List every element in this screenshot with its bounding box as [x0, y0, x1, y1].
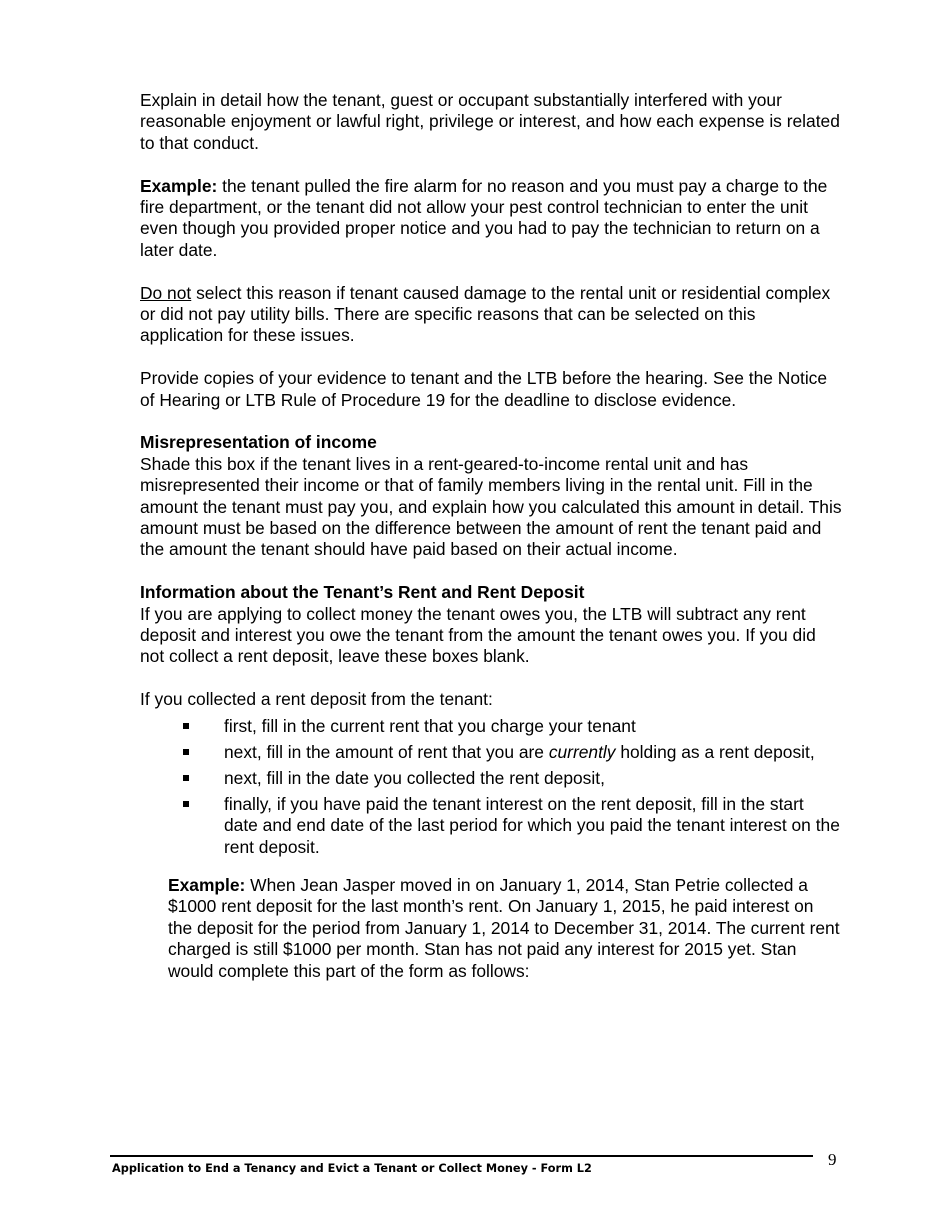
paragraph-explain: Explain in detail how the tenant, guest or occupant substantially interfered with your reasonable enjoyment or lawful right, privilege or interest, and how each expense is related to that conduct.: [140, 90, 840, 153]
footer-divider: [110, 1155, 813, 1157]
do-not-label: Do not: [140, 282, 192, 303]
paragraph-rent-deposit: If you are applying to collect money the tenant owes you, the LTB will subtract any rent deposit and interest you owe the tenant from the amount the tenant owes you. If you did not collect a rent deposit, leave these boxes blank.: [140, 603, 816, 667]
paragraph-misrepresentation: Shade this box if the tenant lives in a rent-geared-to-income rental unit and has misrepresented their income or that of family members living in the rental unit. Fill in the amount the tenant must pay you, and explain how you calculated this amount in detail. This amount must be based on the difference between the amount of rent the tenant paid and the amount the tenant should have paid based on their actual income.: [140, 453, 842, 560]
example-label: Example:: [168, 874, 246, 895]
list-item-text: next, fill in the amount of rent that you are: [224, 741, 549, 762]
paragraph-do-not: [140, 283, 842, 347]
page-body: [140, 90, 842, 982]
list-item-text: holding as a rent deposit,: [615, 741, 815, 762]
list-item-text: next, fill in the date you collected the rent deposit,: [224, 767, 605, 788]
list-item-italic: currently: [548, 741, 616, 762]
list-item: [140, 742, 842, 763]
footer-title: Application to End a Tenancy and Evict a Tenant or Collect Money - Form L2: [112, 1162, 592, 1175]
do-not-text: select this reason if tenant caused damage to the rental unit or residential complex or did not pay utility bills. There are specific reasons that can be selected on this application for these issues.: [140, 282, 831, 346]
bullet-marker: [183, 775, 189, 781]
paragraph-example-jean-jasper: [168, 875, 842, 982]
bullet-marker: [183, 801, 189, 807]
list-item: [140, 794, 842, 858]
paragraph-example-fire-alarm: [140, 176, 842, 262]
example-label: Example:: [140, 175, 218, 196]
list-item: [140, 768, 842, 789]
list-item: [140, 716, 842, 737]
paragraph-collected-deposit: If you collected a rent deposit from the tenant:: [140, 689, 493, 710]
bullet-marker: [183, 749, 189, 755]
heading-rent-deposit: Information about the Tenant’s Rent and Rent Deposit: [140, 582, 585, 603]
paragraph-evidence: Provide copies of your evidence to tenant and the LTB before the hearing. See the Notice of Hearing or LTB Rule of Procedure 19 for the deadline to disclose evidence.: [140, 368, 828, 410]
bullet-marker: [183, 723, 189, 729]
list-item-text: finally, if you have paid the tenant interest on the rent deposit, fill in the start date and end date of the last period for which you paid the tenant interest on the rent deposit.: [224, 793, 840, 857]
page-number: 9: [828, 1150, 837, 1169]
heading-misrepresentation: Misrepresentation of income: [140, 432, 377, 453]
list-item-text: first, fill in the current rent that you charge your tenant: [224, 715, 636, 736]
instruction-list: [140, 716, 842, 858]
example-text: When Jean Jasper moved in on January 1, 2014, Stan Petrie collected a $1000 rent deposit for the last month’s rent. On January 1, 2015, he paid interest on the deposit for the period from January 1, 2014 to December 31, 2014. The current rent charged is still $1000 per month. Stan has not paid any interest for 2015 yet. Stan would complete this part of the form as follows:: [168, 874, 840, 981]
example-text: the tenant pulled the fire alarm for no reason and you must pay a charge to the fire department, or the tenant did not allow your pest control technician to enter the unit even though you provided proper notice and you had to pay the technician to return on a later date.: [140, 175, 828, 260]
